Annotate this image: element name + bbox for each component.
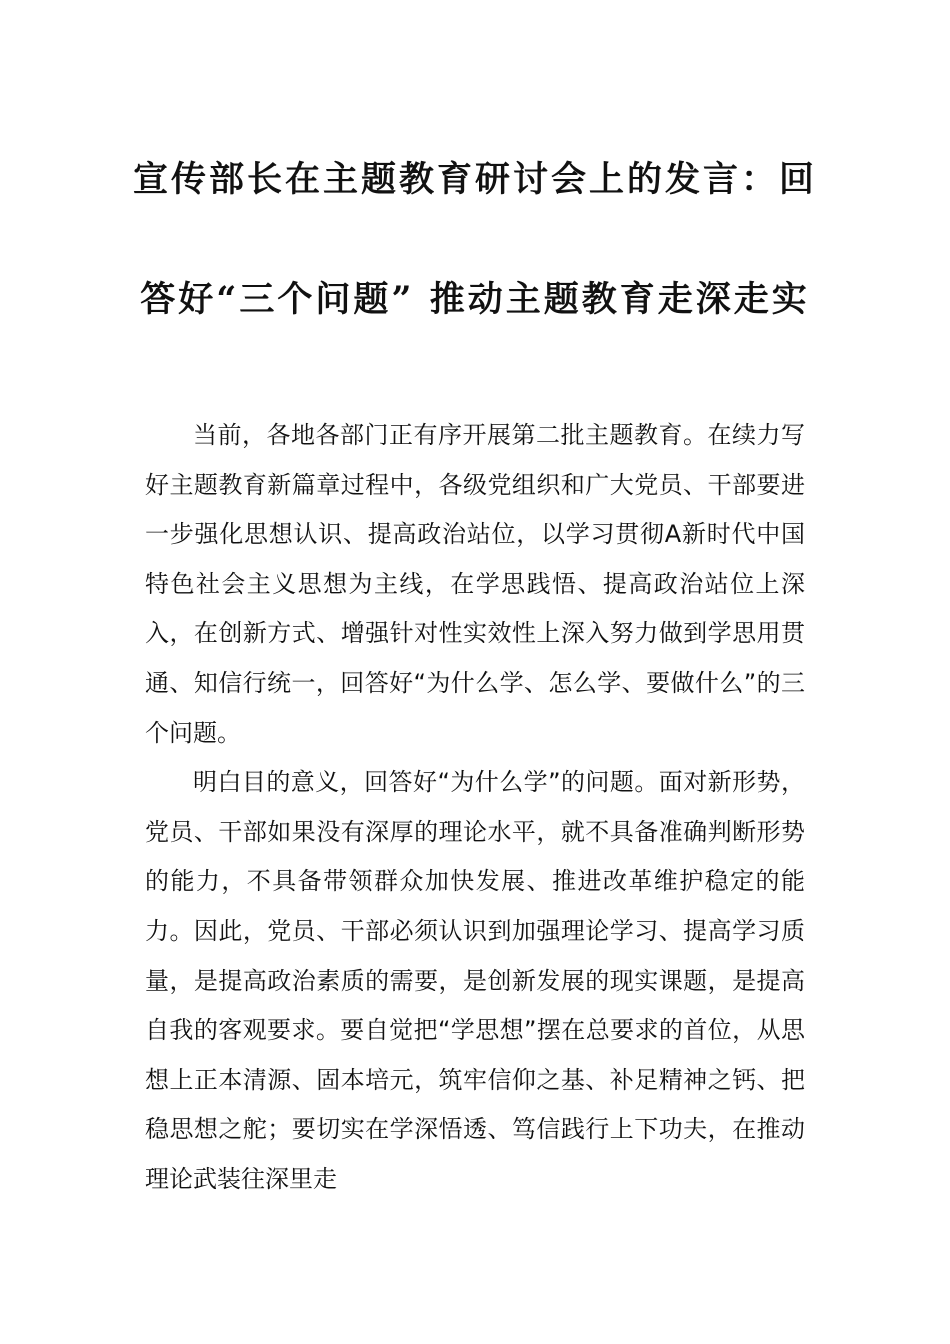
document-title-line-1: 宣传部长在主题教育研讨会上的发言：回 (132, 159, 817, 200)
paragraph-intro: 当前，各地各部门正有序开展第二批主题教育。在续力写好主题教育新篇章过程中，各级党组织和广大党员、干部要进一步强化思想认识、提高政治站位，以学习贯彻A新时代中国特色社会主义思想为主线，在学思践悟、提高政治站位上深入，在创新方式、增强针对性实效性上深入努力做到学思用贯通、知信行统一，回答好“为什么学、怎么学、要做什么”的三个问题。 (145, 421, 805, 747)
paragraph-why-learn: 明白目的意义，回答好“为什么学”的问题。面对新形势，党员、干部如果没有深厚的理论水平，就不具备准确判断形势的能力，不具备带领群众加快发展、推进改革维护稳定的能力。因此，党员、干部必须认识到加强理论学习、提高学习质量，是提高政治素质的需要，是创新发展的现实课题，是提高自我的客观要求。要自觉把“学思想”摆在总要求的首位，从思想上正本清源、固本培元，筑牢信仰之基、补足精神之钙、把稳思想之舵；要切实在学深悟透、笃信践行上下功夫，在推动理论武装往深里走 (145, 768, 805, 1193)
document-body (145, 411, 805, 1205)
document-title-line-2: 答好“三个问题” 推动主题教育走深走实 (140, 279, 810, 320)
